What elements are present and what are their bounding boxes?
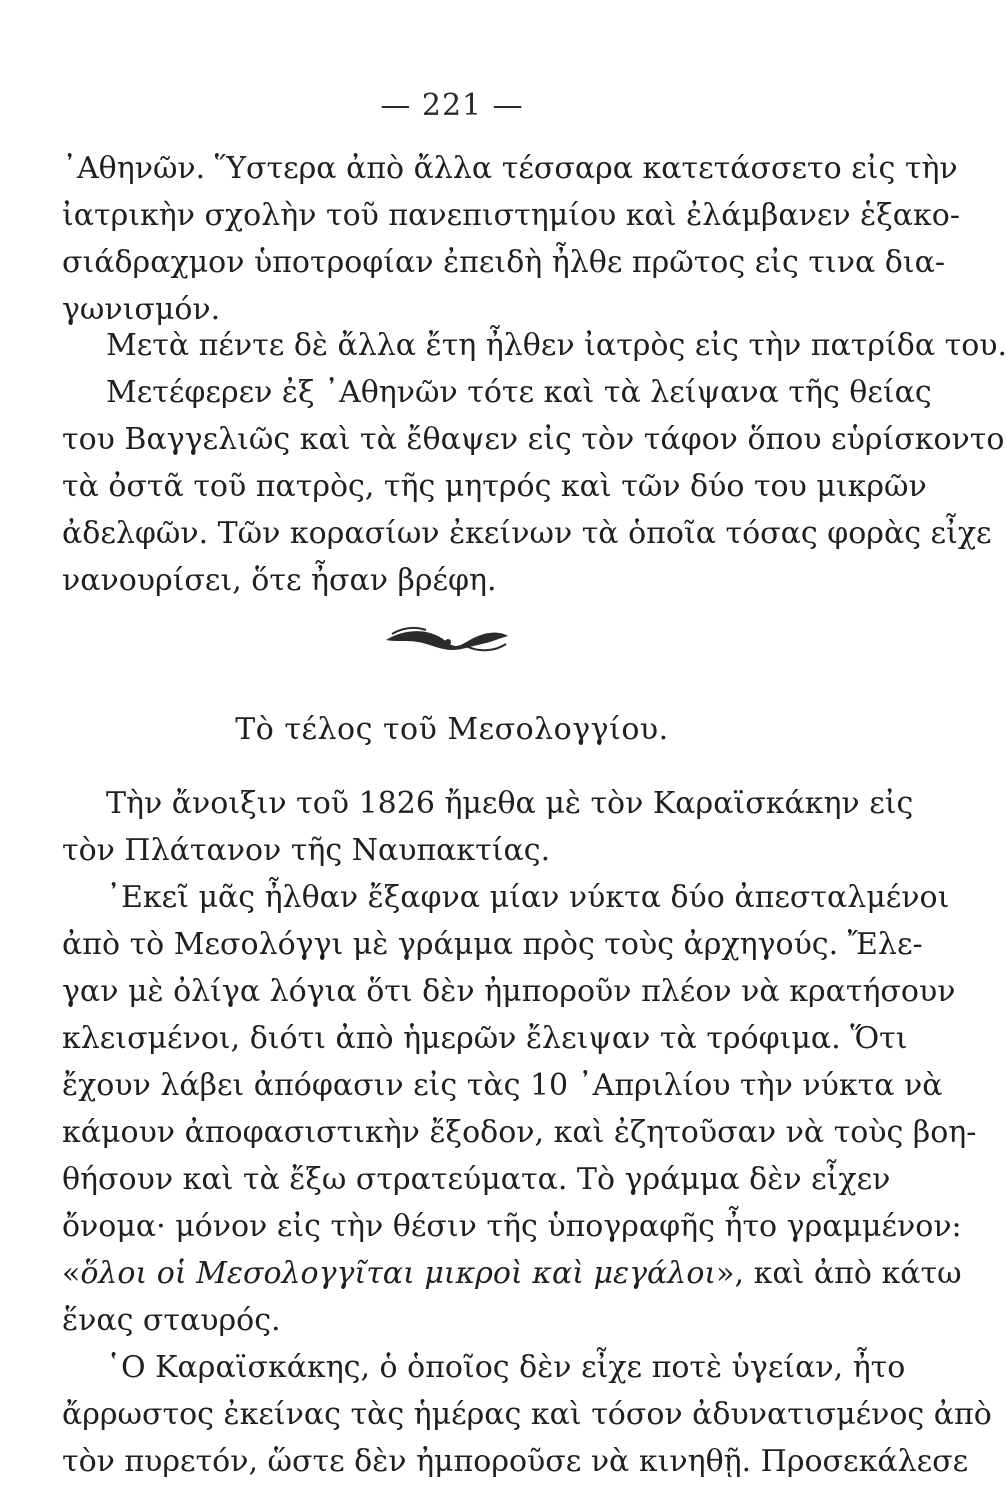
text-line: ἕνας σταυρός.	[62, 1303, 281, 1338]
text-line: γαν μὲ ὀλίγα λόγια ὅτι δὲν ἠμποροῦν πλέον νὰ κρατήσουν	[62, 974, 956, 1009]
italic-quote-line	[62, 1250, 962, 1297]
text-line: ᾿Αθηνῶν. Ὕστερα ἀπὸ ἄλλα τέσσαρα κατετάσσετο εἰς τὴν	[62, 151, 958, 186]
paragraph-2	[62, 322, 1007, 604]
text-line: ὄνομα· μόνον εἰς τὴν θέσιν τῆς ὑπογραφῆς ἦτο γραμμένον:	[62, 1209, 962, 1244]
quote-rest: », καὶ ἀπὸ κάτω	[716, 1256, 962, 1291]
text-line: ἀπὸ τὸ Μεσολόγγι μὲ γράμμα πρὸς τοὺς ἀρχηγούς. Ἔλε-	[62, 927, 923, 962]
text-line: ἔχουν λάβει ἀπόφασιν εἰς τὰς 10 ᾿Απριλίου τὴν νύκτα νὰ	[62, 1068, 943, 1103]
text-line: Τὴν ἄνοιξιν τοῦ 1826 ἤμεθα μὲ τὸν Καραϊσκάκην εἰς	[106, 786, 914, 821]
text-line: Μετὰ πέντε δὲ ἄλλα ἔτη ἦλθεν ἰατρὸς εἰς τὴν πατρίδα του.	[106, 328, 1007, 363]
quote-open: «	[62, 1256, 81, 1291]
text-line: ᾿Εκεῖ μᾶς ἦλθαν ἔξαφνα μίαν νύκτα δύο ἀπεσταλμένοι	[106, 880, 950, 915]
text-line: ἄρρωστος ἐκείνας τὰς ἡμέρας καὶ τόσον ἀδυνατισμένος ἀπὸ	[62, 1397, 992, 1432]
text-line: ἀδελφῶν. Τῶν κορασίων ἐκείνων τὰ ὁποῖα τόσας φορὰς εἶχε	[62, 516, 992, 551]
text-line: κλεισμένοι, διότι ἀπὸ ἡμερῶν ἔλειψαν τὰ τρόφιμα. Ὅτι	[62, 1021, 908, 1056]
text-line: του Βαγγελιῶς καὶ τὰ ἔθαψεν εἰς τὸν τάφον ὅπου εὑρίσκοντο	[62, 422, 1005, 457]
text-line: νανουρίσει, ὅτε ἦσαν βρέφη.	[62, 563, 497, 598]
text-line: τὸν πυρετόν, ὥστε δὲν ἠμποροῦσε νὰ κινηθῇ. Προσεκάλεσε	[62, 1444, 969, 1479]
text-line: Μετέφερεν ἐξ ᾿Αθηνῶν τότε καὶ τὰ λείψανα τῆς θείας	[106, 375, 932, 410]
italic-quote: ὅλοι οἱ Μεσολογγῖται μικροὶ καὶ μεγάλοι	[80, 1256, 717, 1291]
page-number: — 221 —	[380, 88, 524, 123]
text-line: ἰατρικὴν σχολὴν τοῦ πανεπιστημίου καὶ ἐλάμβανεν ἑξακο-	[62, 198, 960, 233]
text-line: ῾Ο Καραϊσκάκης, ὁ ὁποῖος δὲν εἶχε ποτὲ ὑγείαν, ἦτο	[106, 1350, 906, 1385]
ornament-divider-icon	[382, 622, 512, 656]
paragraph-1	[62, 145, 960, 333]
text-line: σιάδραχμον ὑποτροφίαν ἐπειδὴ ἦλθε πρῶτος εἰς τινα δια-	[62, 245, 945, 280]
text-line: κάμουν ἀποφασιστικὴν ἔξοδον, καὶ ἐζητοῦσαν νὰ τοὺς βοη-	[62, 1115, 977, 1150]
text-line: γωνισμόν.	[62, 292, 221, 327]
paragraph-3	[62, 780, 992, 1485]
section-title: Τὸ τέλος τοῦ Μεσολογγίου.	[235, 712, 669, 747]
text-line: τὰ ὀστᾶ τοῦ πατρὸς, τῆς μητρός καὶ τῶν δύο του μικρῶν	[62, 469, 927, 504]
text-line: θήσουν καὶ τὰ ἔξω στρατεύματα. Τὸ γράμμα δὲν εἶχεν	[62, 1162, 891, 1197]
text-line: τὸν Πλάτανον τῆς Ναυπακτίας.	[62, 833, 551, 868]
